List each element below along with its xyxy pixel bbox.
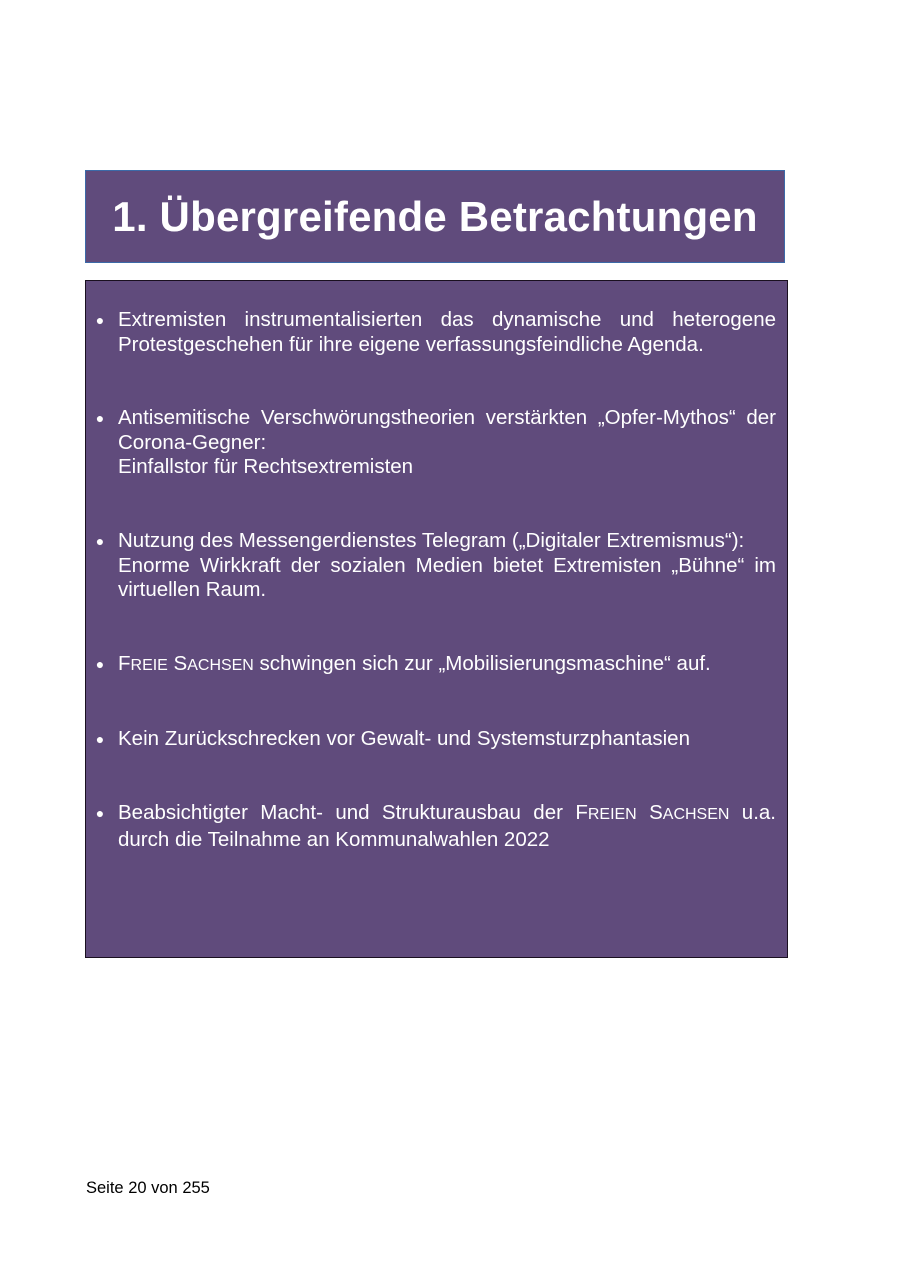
list-item-line: Einfallstor für Rechtsextremisten bbox=[118, 455, 414, 478]
bullet-icon: ● bbox=[95, 410, 105, 426]
bullet-icon: ● bbox=[95, 656, 105, 672]
list-item bbox=[86, 308, 787, 357]
bullet-icon: ● bbox=[95, 533, 105, 549]
list-item-line: Extremisten instrumentalisierten das dynamische und heterogene bbox=[118, 308, 776, 331]
summary-box bbox=[85, 280, 788, 958]
list-item-line: Kein Zurückschrecken vor Gewalt- und Systemsturzphantasien bbox=[118, 727, 690, 750]
list-item-line: Antisemitische Verschwörungstheorien verstärkten „Opfer-Mythos“ der bbox=[118, 406, 776, 429]
list-item-line: Protestgeschehen für ihre eigene verfassungsfeindliche Agenda. bbox=[118, 332, 704, 356]
list-item-line: Enorme Wirkkraft der sozialen Medien bietet Extremisten „Bühne“ im bbox=[118, 553, 776, 577]
list-item-line: Nutzung des Messengerdienstes Telegram („Digitaler Extremismus“): bbox=[118, 529, 745, 552]
org-name-smallcaps: REIEN bbox=[587, 806, 637, 823]
page-number-footer: Seite 20 von 255 bbox=[86, 1179, 210, 1197]
list-item bbox=[86, 801, 787, 852]
bullet-icon: ● bbox=[95, 805, 105, 821]
bullet-icon: ● bbox=[95, 312, 105, 328]
org-name-smallcaps: REIE bbox=[130, 657, 168, 674]
list-item-line: virtuellen Raum. bbox=[118, 578, 267, 601]
list-item-line bbox=[118, 801, 776, 828]
org-name-initial: S bbox=[173, 652, 188, 675]
list-item-text: Beabsichtigter Macht- und Strukturausbau der bbox=[118, 801, 576, 824]
list-item-line: Corona-Gegner: bbox=[118, 430, 267, 454]
org-name-initial: S bbox=[649, 801, 663, 824]
section-title: 1. Übergreifende Betrachtungen bbox=[112, 192, 758, 240]
list-item bbox=[86, 727, 787, 752]
org-name-smallcaps: ACHSEN bbox=[662, 806, 730, 823]
org-name-smallcaps: ACHSEN bbox=[187, 657, 254, 674]
org-name-initial: F bbox=[118, 652, 131, 675]
list-item bbox=[86, 406, 787, 480]
list-item-line bbox=[118, 652, 776, 679]
bullet-icon: ● bbox=[95, 731, 105, 747]
list-item-text: schwingen sich zur „Mobilisierungsmaschine“ auf. bbox=[253, 652, 711, 675]
list-item-text: u.a. bbox=[729, 801, 776, 824]
section-title-box bbox=[85, 170, 785, 263]
list-item-line: durch die Teilnahme an Kommunalwahlen 2022 bbox=[118, 827, 550, 851]
org-name-initial: F bbox=[575, 801, 588, 824]
list-item bbox=[86, 652, 787, 679]
list-item bbox=[86, 529, 787, 603]
